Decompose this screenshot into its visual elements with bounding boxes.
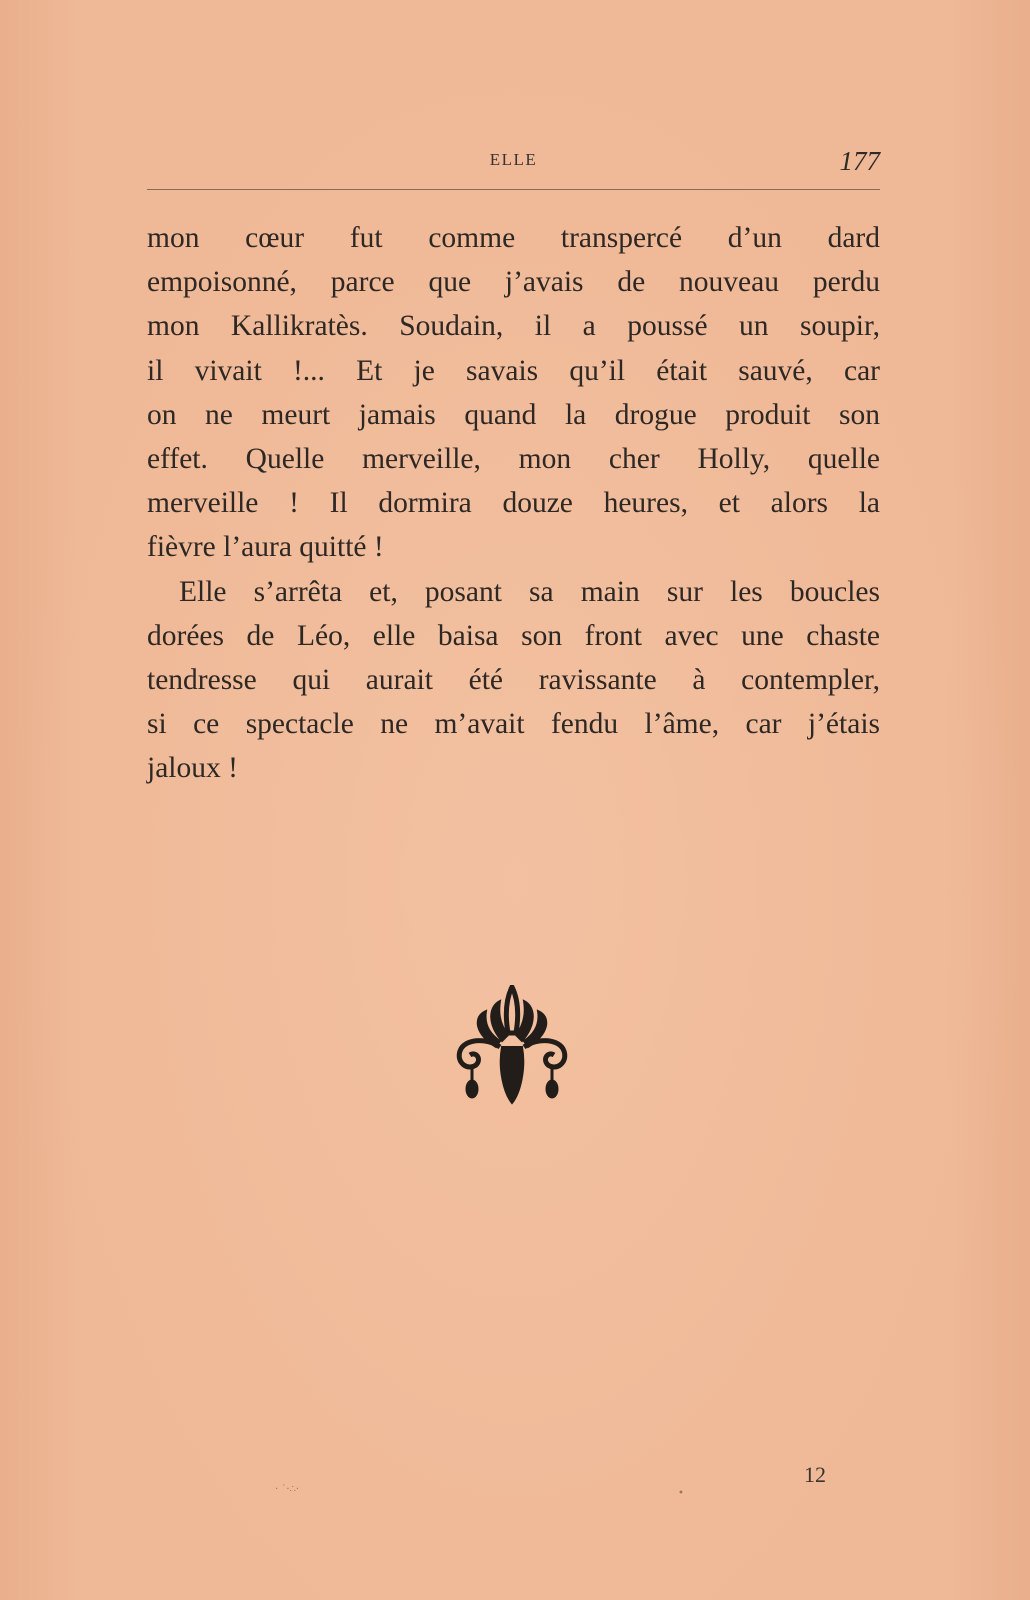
fleuron-ornament-icon xyxy=(450,985,580,1115)
running-title: ELLE xyxy=(489,150,538,169)
text-line: dorées de Léo, elle baisa son front avec une chaste xyxy=(147,619,880,652)
text-line: jaloux ! xyxy=(147,752,238,785)
text-line: merveille ! Il dormira douze heures, et alors la xyxy=(147,487,880,520)
text-line: si ce spectacle ne m’avait fendu l’âme, car j’étais xyxy=(147,708,880,741)
text-line: empoisonné, parce que j’avais de nouveau perdu xyxy=(147,266,880,299)
text-line: fièvre l’aura quitté ! xyxy=(147,531,384,564)
page-number: 177 xyxy=(839,146,880,176)
paragraph-2 xyxy=(147,570,880,791)
header-rule xyxy=(147,189,880,190)
running-head xyxy=(147,146,880,186)
text-line: tendresse qui aurait été ravissante à contempler, xyxy=(147,664,880,697)
text-line: mon Kallikratès. Soudain, il a poussé un soupir, xyxy=(147,310,880,343)
signature-mark: 12 xyxy=(804,1462,826,1487)
paragraph-1 xyxy=(147,216,880,570)
body-text xyxy=(147,216,880,791)
text-line: il vivait !... Et je savais qu’il était sauvé, car xyxy=(147,354,880,387)
text-line: mon cœur fut comme transpercé d’un dard xyxy=(147,222,880,254)
print-specks: · ˙·∴· xyxy=(275,1484,300,1495)
text-line: on ne meurt jamais quand la drogue produit son xyxy=(147,398,880,431)
print-speck: • xyxy=(678,1488,684,1499)
text-line: Elle s’arrêta et, posant sa main sur les boucles xyxy=(179,575,880,608)
text-line: effet. Quelle merveille, mon cher Holly, quelle xyxy=(147,443,880,476)
